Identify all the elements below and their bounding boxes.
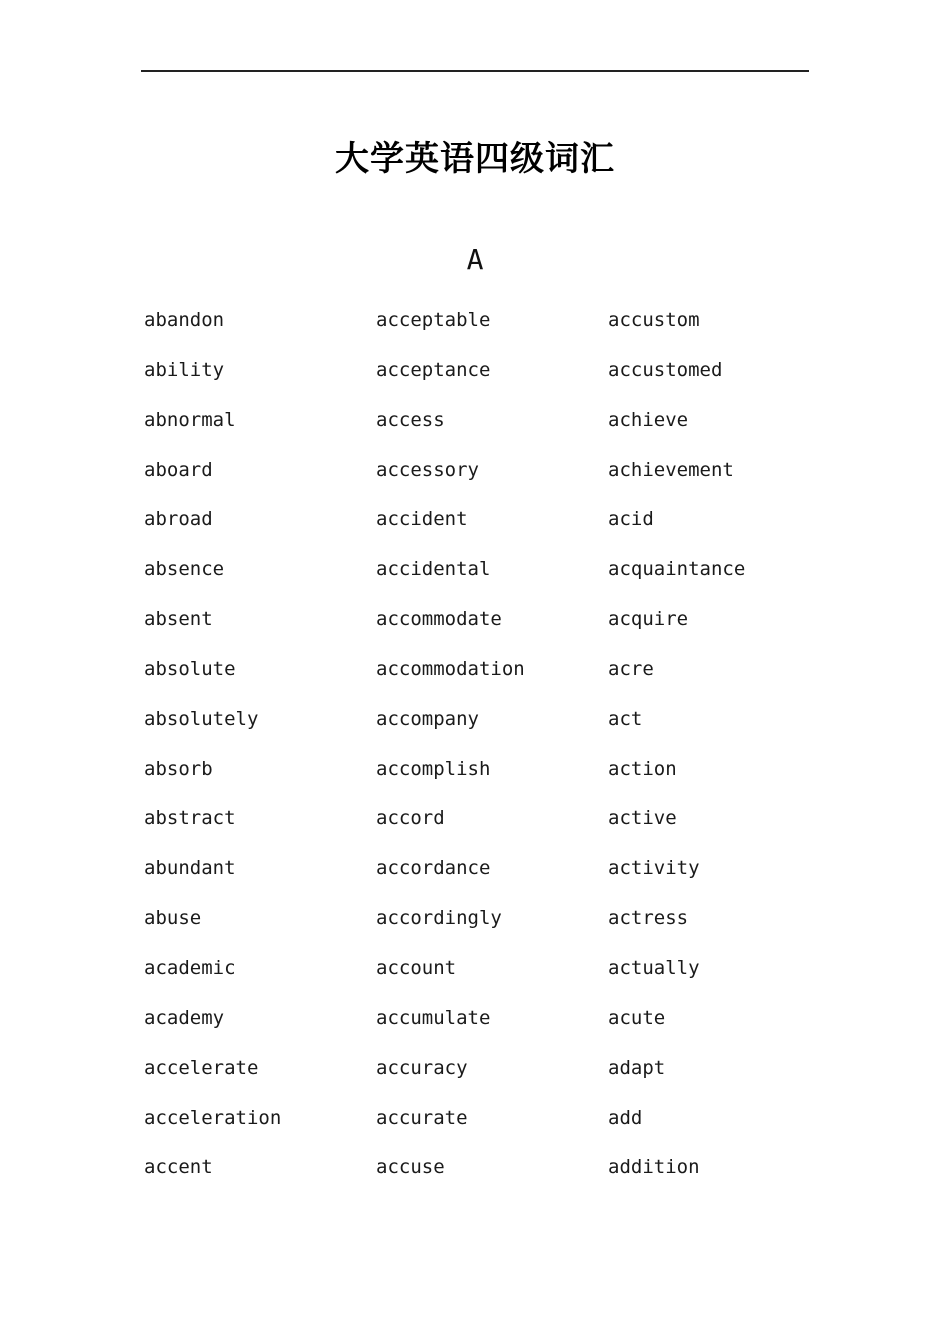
vocabulary-word: accumulate xyxy=(376,1006,491,1029)
vocabulary-word: academy xyxy=(144,1006,225,1029)
vocabulary-word: ability xyxy=(144,358,225,381)
vocabulary-word: active xyxy=(608,807,677,830)
vocabulary-word: abundant xyxy=(144,857,236,880)
vocabulary-word: access xyxy=(376,408,445,431)
vocabulary-word: acute xyxy=(608,1006,666,1029)
vocabulary-word: accent xyxy=(144,1156,213,1179)
vocabulary-word: act xyxy=(608,707,643,730)
vocabulary-word: accident xyxy=(376,508,468,531)
vocabulary-word: acceleration xyxy=(144,1106,282,1129)
vocabulary-word: abuse xyxy=(144,907,202,930)
vocabulary-word: accordingly xyxy=(376,907,502,930)
vocabulary-word: adapt xyxy=(608,1056,666,1079)
vocabulary-word: accordance xyxy=(376,857,491,880)
vocabulary-word: absorb xyxy=(144,757,213,780)
vocabulary-word: absent xyxy=(144,608,213,631)
vocabulary-word: acquaintance xyxy=(608,558,746,581)
section-heading-letter: A xyxy=(466,243,484,276)
vocabulary-word: acceptance xyxy=(376,358,491,381)
vocabulary-word: accustomed xyxy=(608,358,723,381)
vocabulary-word: accuracy xyxy=(376,1056,468,1079)
vocabulary-word: accommodation xyxy=(376,657,525,680)
vocabulary-word: acre xyxy=(608,657,654,680)
vocabulary-word: activity xyxy=(608,857,700,880)
vocabulary-word: abstract xyxy=(144,807,236,830)
vocabulary-word: abandon xyxy=(144,309,225,331)
vocabulary-word: absolute xyxy=(144,657,236,680)
vocabulary-word: accidental xyxy=(376,558,491,581)
word-column-3 xyxy=(608,306,838,1203)
vocabulary-word: aboard xyxy=(144,458,213,481)
vocabulary-word: acid xyxy=(608,508,654,531)
vocabulary-word: academic xyxy=(144,956,236,979)
vocabulary-word: achievement xyxy=(608,458,734,481)
vocabulary-word: achieve xyxy=(608,408,689,431)
vocabulary-word: addition xyxy=(608,1156,700,1179)
vocabulary-word: account xyxy=(376,956,457,979)
vocabulary-word: absence xyxy=(144,558,225,581)
vocabulary-word: acceptable xyxy=(376,309,491,331)
vocabulary-word: add xyxy=(608,1106,643,1129)
vocabulary-word: accomplish xyxy=(376,757,491,780)
vocabulary-word: accompany xyxy=(376,707,479,730)
header-rule xyxy=(141,70,809,72)
vocabulary-word: accustom xyxy=(608,309,700,331)
vocabulary-word: accessory xyxy=(376,458,479,481)
word-column-2 xyxy=(376,306,606,1203)
vocabulary-word: abroad xyxy=(144,508,213,531)
vocabulary-word: accelerate xyxy=(144,1056,259,1079)
word-column-1 xyxy=(144,306,374,1203)
vocabulary-word: accuse xyxy=(376,1156,445,1179)
vocabulary-word: actress xyxy=(608,907,689,930)
vocabulary-word: abnormal xyxy=(144,408,236,431)
vocabulary-word: acquire xyxy=(608,608,689,631)
vocabulary-word: actually xyxy=(608,956,700,979)
vocabulary-word: action xyxy=(608,757,677,780)
vocabulary-word: absolutely xyxy=(144,707,259,730)
vocabulary-word: accord xyxy=(376,807,445,830)
vocabulary-word: accommodate xyxy=(376,608,502,631)
vocabulary-word: accurate xyxy=(376,1106,468,1129)
page-title: 大学英语四级词汇 xyxy=(335,139,615,179)
